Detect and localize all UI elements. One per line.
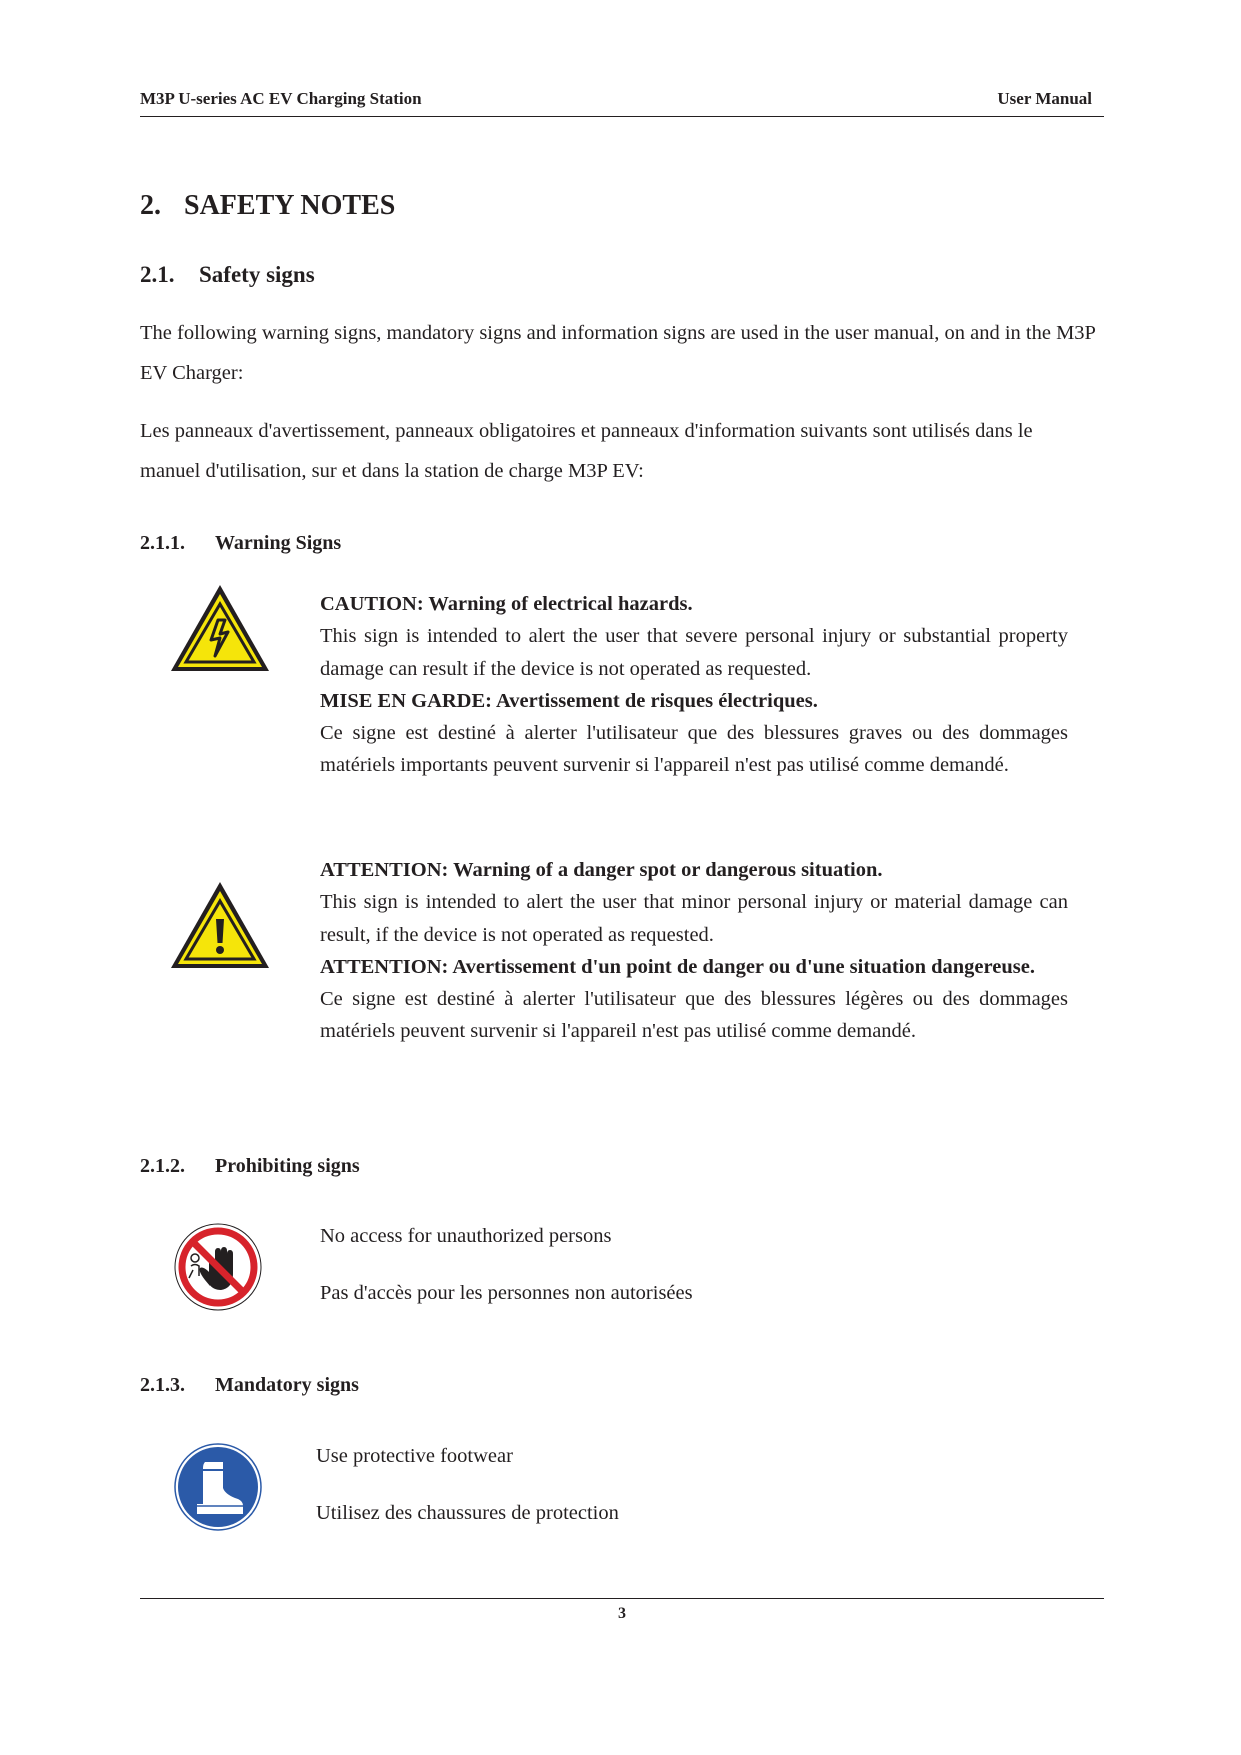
prohibiting-text-fr: Pas d'accès pour les personnes non autorisées — [320, 1282, 693, 1304]
electrical-hazard-icon — [168, 582, 272, 674]
mandatory-text-en: Use protective footwear — [316, 1445, 513, 1467]
caution-title-en: CAUTION: Warning of electrical hazards. — [320, 593, 693, 615]
no-access-icon — [173, 1222, 263, 1312]
prohibiting-text-en: No access for unauthorized persons — [320, 1225, 612, 1247]
attention-body-en: This sign is intended to alert the user that minor personal injury or material damage can result, if the device is not operated as requested. — [320, 891, 1068, 946]
mandatory-signs-number: 2.1.3. — [140, 1374, 185, 1396]
mandatory-text-fr: Utilisez des chaussures de protection — [316, 1502, 619, 1524]
page-number: 3 — [618, 1605, 626, 1622]
prohibiting-signs-title: Prohibiting signs — [215, 1155, 360, 1177]
section-title: SAFETY NOTES — [184, 190, 396, 221]
page-header — [140, 88, 1104, 117]
prohibiting-signs-heading — [140, 1155, 360, 1178]
warning-signs-heading — [140, 532, 341, 555]
page-footer — [140, 1598, 1104, 1623]
prohibiting-signs-number: 2.1.2. — [140, 1155, 185, 1177]
caution-body-fr: Ce signe est destiné à alerter l'utilisateur que des blessures graves ou des dommages matériels importants peuvent survenir si l'appareil n'est pas utilisé comme demandé. — [320, 722, 1068, 777]
section-heading — [140, 190, 395, 222]
mandatory-signs-heading — [140, 1374, 359, 1397]
header-document-title: M3P U-series AC EV Charging Station — [140, 89, 422, 108]
caution-sign-text — [320, 588, 1068, 782]
caution-title-fr: MISE EN GARDE: Avertissement de risques électriques. — [320, 689, 818, 712]
subsection-heading — [140, 262, 315, 288]
intro-paragraph-en: The following warning signs, mandatory signs and information signs are used in the user manual, on and in the M3P EV Charger: — [140, 322, 1096, 384]
intro-paragraph-fr: Les panneaux d'avertissement, panneaux obligatoires et panneaux d'information suivants sont utilisés dans le manuel d'utilisation, sur et dans la station de charge M3P EV: — [140, 420, 1033, 482]
attention-body-fr: Ce signe est destiné à alerter l'utilisateur que des blessures légères ou des dommages matériels peuvent survenir si l'appareil n'est pas utilisé comme demandé. — [320, 988, 1068, 1043]
attention-title-en: ATTENTION: Warning of a danger spot or dangerous situation. — [320, 859, 883, 881]
general-danger-icon — [168, 879, 272, 971]
mandatory-signs-title: Mandatory signs — [215, 1374, 359, 1396]
subsection-title: Safety signs — [199, 262, 315, 287]
attention-title-fr: ATTENTION: Avertissement d'un point de danger ou d'une situation dangereuse. — [320, 955, 1035, 978]
subsection-number: 2.1. — [140, 262, 175, 287]
section-number: 2. — [140, 190, 161, 221]
warning-signs-number: 2.1.1. — [140, 532, 185, 554]
header-document-type: User Manual — [997, 89, 1092, 108]
attention-sign-text — [320, 854, 1068, 1048]
protective-footwear-icon — [173, 1442, 263, 1532]
caution-body-en: This sign is intended to alert the user that severe personal injury or substantial property damage can result if the device is not operated as requested. — [320, 625, 1068, 680]
warning-signs-title: Warning Signs — [215, 532, 342, 554]
